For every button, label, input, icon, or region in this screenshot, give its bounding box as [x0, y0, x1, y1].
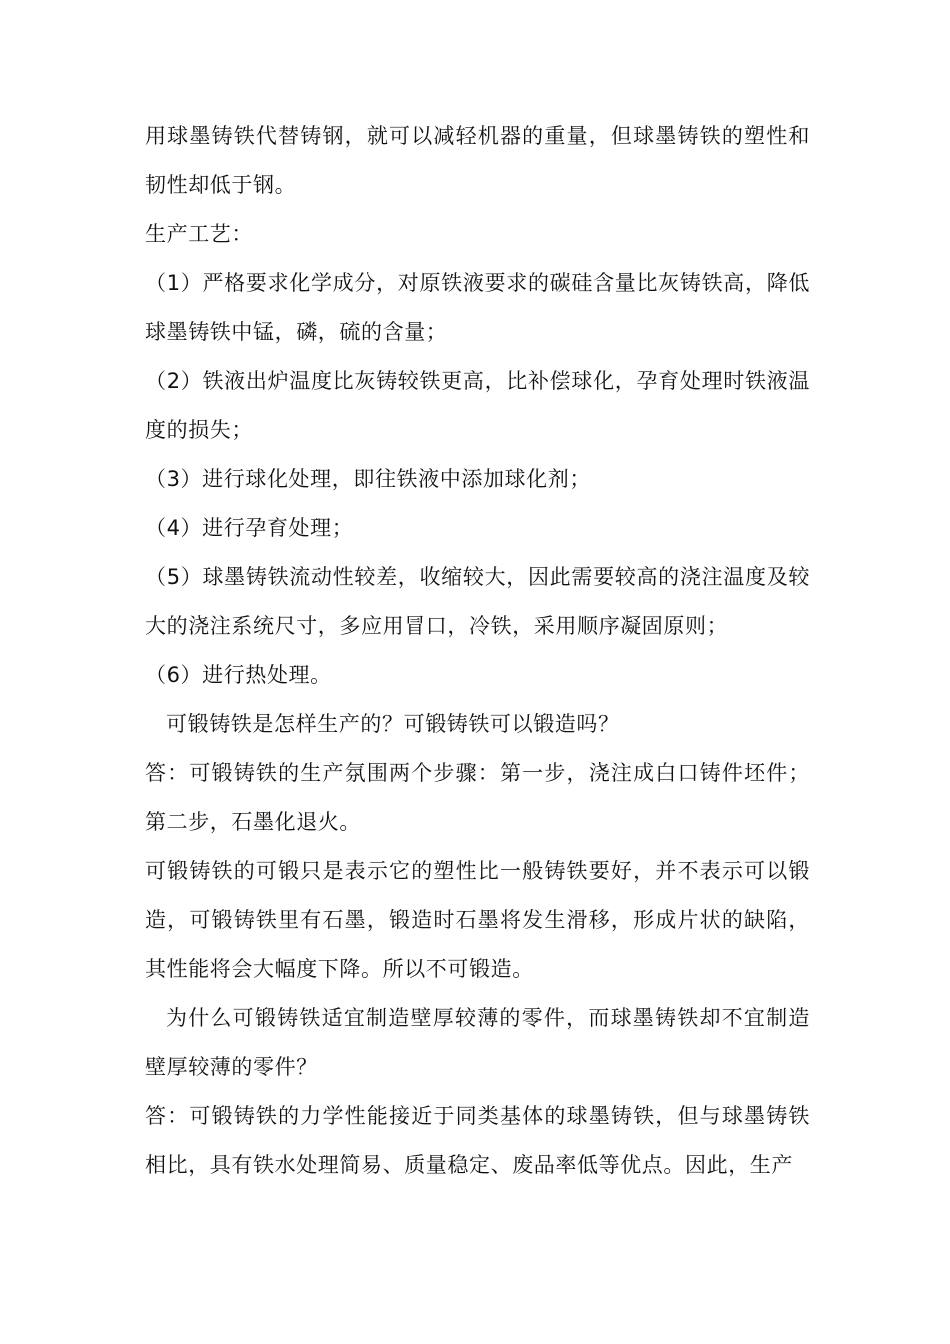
heading-production-process: 生产工艺： — [145, 222, 253, 246]
answer-malleable-iron-production: 答：可锻铸铁的生产氛围两个步骤：第一步，浇注成白口铸件坯件；第二步，石墨化退火。 — [145, 761, 810, 834]
question-malleable-iron-production: 可锻铸铁是怎样生产的？可锻铸铁可以锻造吗？ — [166, 712, 620, 736]
process-step-4: （4）进行孕育处理； — [145, 516, 354, 540]
paragraph-ductile-iron-vs-cast-steel: 用球墨铸铁代替铸钢，就可以减轻机器的重量，但球墨铸铁的塑性和韧性却低于钢。 — [145, 124, 810, 197]
process-step-2: （2）铁液出炉温度比灰铸较铁更高，比补偿球化，孕育处理时铁液温度的损失； — [145, 369, 810, 442]
process-step-5: （5）球墨铸铁流动性较差，收缩较大，因此需要较高的浇注温度及较大的浇注系统尺寸，多应用冒口，冷铁，采用顺序凝固原则； — [145, 565, 810, 638]
process-step-3: （3）进行球化处理，即往铁液中添加球化剂； — [145, 467, 591, 491]
process-step-1: （1）严格要求化学成分，对原铁液要求的碳硅含量比灰铸铁高，降低球墨铸铁中锰，磷，硫的含量； — [145, 271, 810, 344]
paragraph-malleable-not-forgeable: 可锻铸铁的可锻只是表示它的塑性比一般铸铁要好，并不表示可以锻造，可锻铸铁里有石墨，锻造时石墨将发生滑移，形成片状的缺陷，其性能将会大幅度下降。所以不可锻造。 — [145, 859, 810, 981]
document-body — [145, 112, 810, 1190]
question-thin-wall-parts: 为什么可锻铸铁适宜制造壁厚较薄的零件，而球墨铸铁却不宜制造壁厚较薄的零件？ — [145, 1006, 810, 1079]
answer-thin-wall-parts: 答：可锻铸铁的力学性能接近于同类基体的球墨铸铁，但与球墨铸铁相比，具有铁水处理简易、质量稳定、废品率低等优点。因此，生产 — [145, 1104, 810, 1177]
process-step-6: （6）进行热处理。 — [145, 663, 332, 687]
